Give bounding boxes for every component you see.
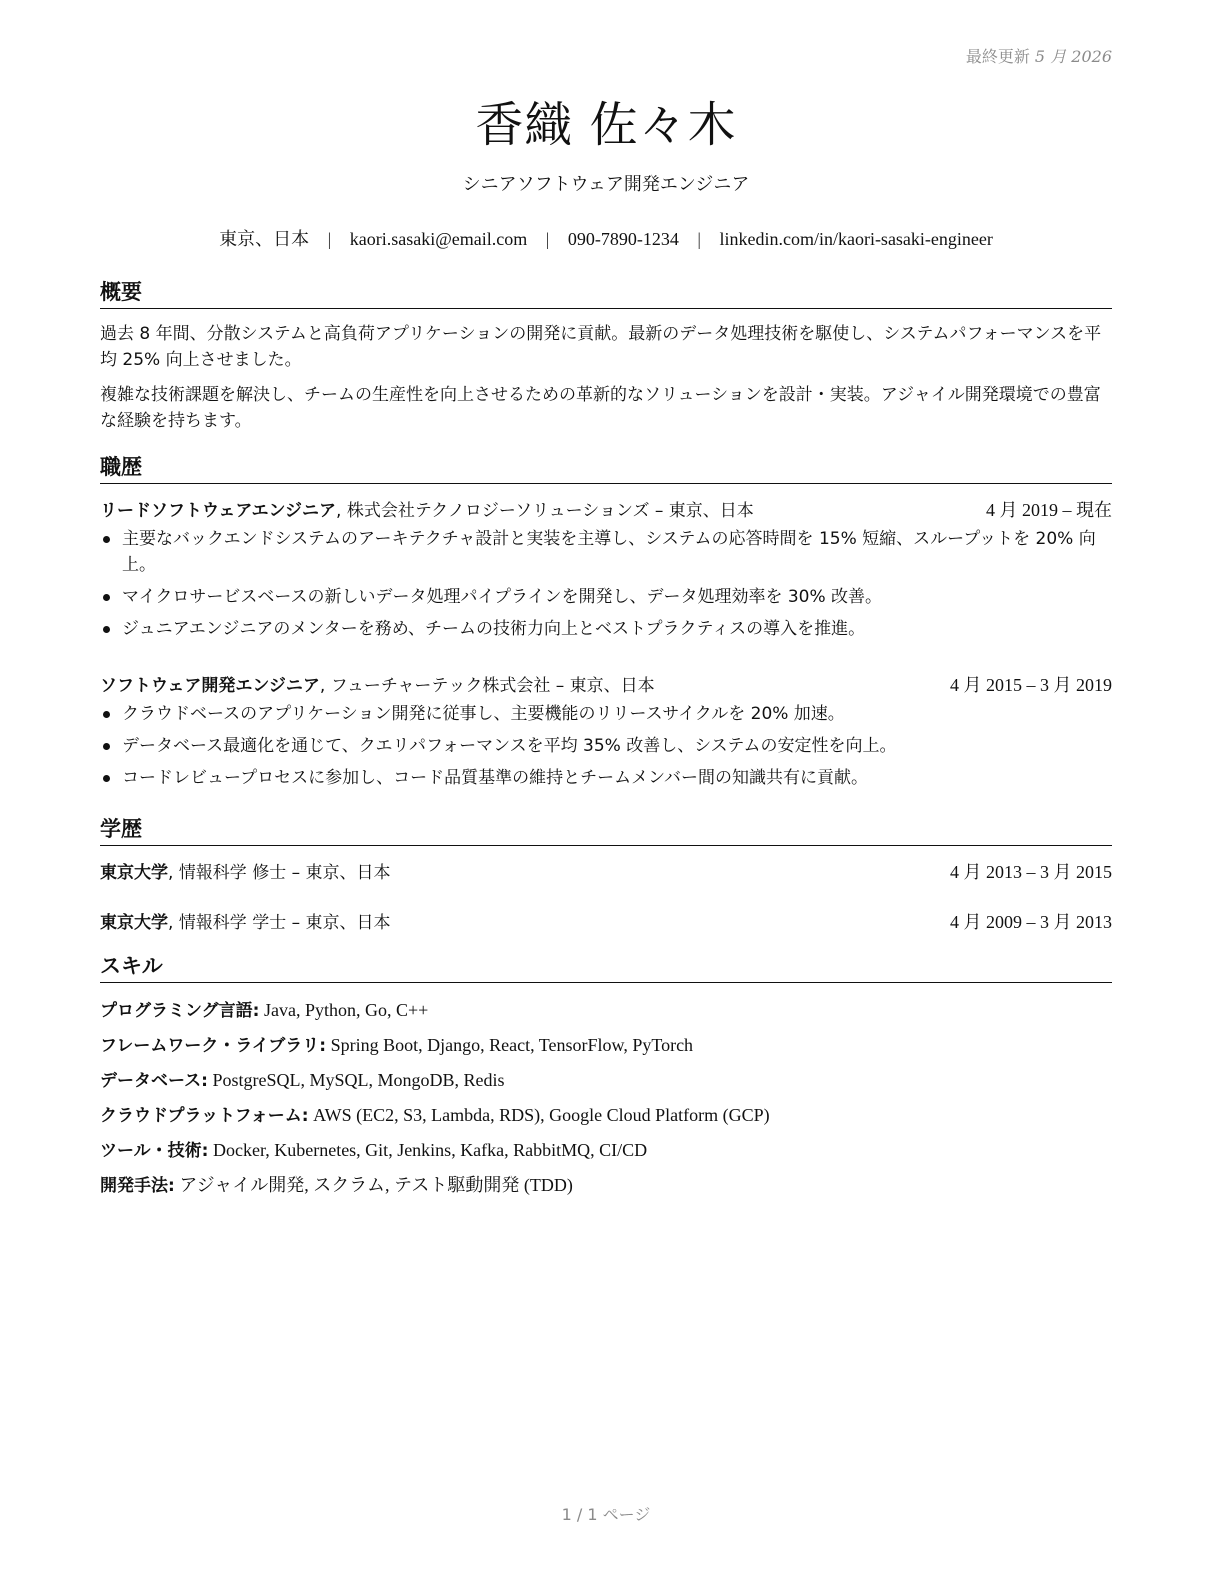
job-dates: 4 月 2015 – 3 月 2019 xyxy=(950,675,1112,695)
contact-location: 東京、日本 xyxy=(219,229,310,250)
summary-paragraph: 複雑な技術課題を解決し、チームの生産性を向上させるための革新的なソリューションを設計・実装。アジャイル開発環境での豊富な経験を持ちます。 xyxy=(100,385,1101,431)
job-company: , 株式会社テクノロジーソリューションズ – 東京、日本 xyxy=(336,501,754,521)
candidate-title: シニアソフトウェア開発エンジニア xyxy=(462,174,750,195)
contact-separator: | xyxy=(545,229,550,249)
skill-label: プログラミング言語: xyxy=(100,1001,260,1021)
candidate-name: 香織 佐々木 xyxy=(475,97,737,153)
skills-heading: スキル xyxy=(100,950,1112,983)
skill-value: PostgreSQL, MySQL, MongoDB, Redis xyxy=(207,1070,505,1090)
list-item: データベース最適化を通じて、クエリパフォーマンスを平均 35% 改善し、システムの安定性を向上。 xyxy=(100,733,1112,759)
skill-row xyxy=(100,1171,1112,1197)
list-item: クラウドベースのアプリケーション開発に従事し、主要機能のリリースサイクルを 20% 加速。 xyxy=(100,701,1112,727)
skill-label: フレームワーク・ライブラリ: xyxy=(100,1036,327,1056)
job-company: , フューチャーテック株式会社 – 東京、日本 xyxy=(319,676,655,696)
skill-row xyxy=(100,1101,1112,1126)
education-dates: 4 月 2009 – 3 月 2013 xyxy=(950,912,1112,932)
page-indicator: 1 / 1 ページ xyxy=(561,1505,651,1524)
job-title-line xyxy=(100,496,754,521)
education-heading: 学歴 xyxy=(100,813,1112,846)
education-school: 東京大学 xyxy=(100,913,168,933)
skill-row xyxy=(100,1066,1112,1091)
job-bullets xyxy=(100,701,1112,797)
education-line xyxy=(100,858,391,883)
skill-label: ツール・技術: xyxy=(100,1141,209,1161)
skill-value: AWS (EC2, S3, Lambda, RDS), Google Cloud Platform (GCP) xyxy=(308,1105,770,1125)
job-role: ソフトウェア開発エンジニア xyxy=(100,676,320,696)
job-role: リードソフトウェアエンジニア xyxy=(100,501,337,521)
job-header xyxy=(100,496,1112,522)
summary-paragraph: 過去 8 年間、分散システムと高負荷アプリケーションの開発に貢献。最新のデータ処理技術を駆使し、システムパフォーマンスを平均 25% 向上させました。 xyxy=(100,324,1102,370)
contact-separator: | xyxy=(697,229,701,249)
skill-value: アジャイル開発, スクラム, テスト駆動開発 (TDD) xyxy=(174,1175,573,1195)
education-dates: 4 月 2013 – 3 月 2015 xyxy=(950,862,1112,882)
education-line xyxy=(100,908,391,933)
list-item: コードレビュープロセスに参加し、コード品質基準の維持とチームメンバー間の知識共有に貢献。 xyxy=(100,765,1112,791)
contact-linkedin[interactable]: linkedin.com/in/kaori-sasaki-engineer xyxy=(719,229,993,249)
list-item: ジュニアエンジニアのメンターを務め、チームの技術力向上とベストプラクティスの導入を推進。 xyxy=(100,616,1112,642)
contact-separator: | xyxy=(327,229,332,249)
education-detail: , 情報科学 学士 – 東京、日本 xyxy=(168,913,391,933)
education-entry xyxy=(100,858,1112,884)
education-school: 東京大学 xyxy=(100,863,168,883)
last-updated-date: 5 月 2026 xyxy=(1034,47,1112,66)
skill-value: Docker, Kubernetes, Git, Jenkins, Kafka, RabbitMQ, CI/CD xyxy=(208,1140,648,1160)
list-item: 主要なバックエンドシステムのアーキテクチャ設計と実装を主導し、システムの応答時間を 15% 短縮、スループットを 20% 向上。 xyxy=(100,526,1112,578)
skill-label: クラウドプラットフォーム: xyxy=(100,1106,309,1126)
education-detail: , 情報科学 修士 – 東京、日本 xyxy=(168,863,391,883)
skill-row xyxy=(100,996,1112,1021)
skill-value: Spring Boot, Django, React, TensorFlow, PyTorch xyxy=(326,1035,694,1055)
contact-email[interactable]: kaori.sasaki@email.com xyxy=(349,229,528,249)
skill-label: データベース: xyxy=(100,1071,208,1091)
last-updated xyxy=(966,44,1112,67)
job-header xyxy=(100,671,1112,697)
summary-heading: 概要 xyxy=(100,276,1112,309)
experience-heading: 職歴 xyxy=(100,451,1112,484)
skill-row xyxy=(100,1031,1112,1056)
contact-phone[interactable]: 090-7890-1234 xyxy=(567,229,679,249)
skill-row xyxy=(100,1136,1112,1161)
last-updated-prefix: 最終更新 xyxy=(965,47,1030,66)
education-entry xyxy=(100,908,1112,934)
job-dates: 4 月 2019 – 現在 xyxy=(986,500,1112,520)
skill-label: 開発手法: xyxy=(100,1176,175,1196)
resume-page xyxy=(100,0,1112,1584)
job-bullets xyxy=(100,526,1112,648)
list-item: マイクロサービスベースの新しいデータ処理パイプラインを開発し、データ処理効率を 30% 改善。 xyxy=(100,584,1112,610)
skill-value: Java, Python, Go, C++ xyxy=(259,1000,429,1020)
job-title-line xyxy=(100,671,655,696)
contact-line xyxy=(100,225,1112,251)
